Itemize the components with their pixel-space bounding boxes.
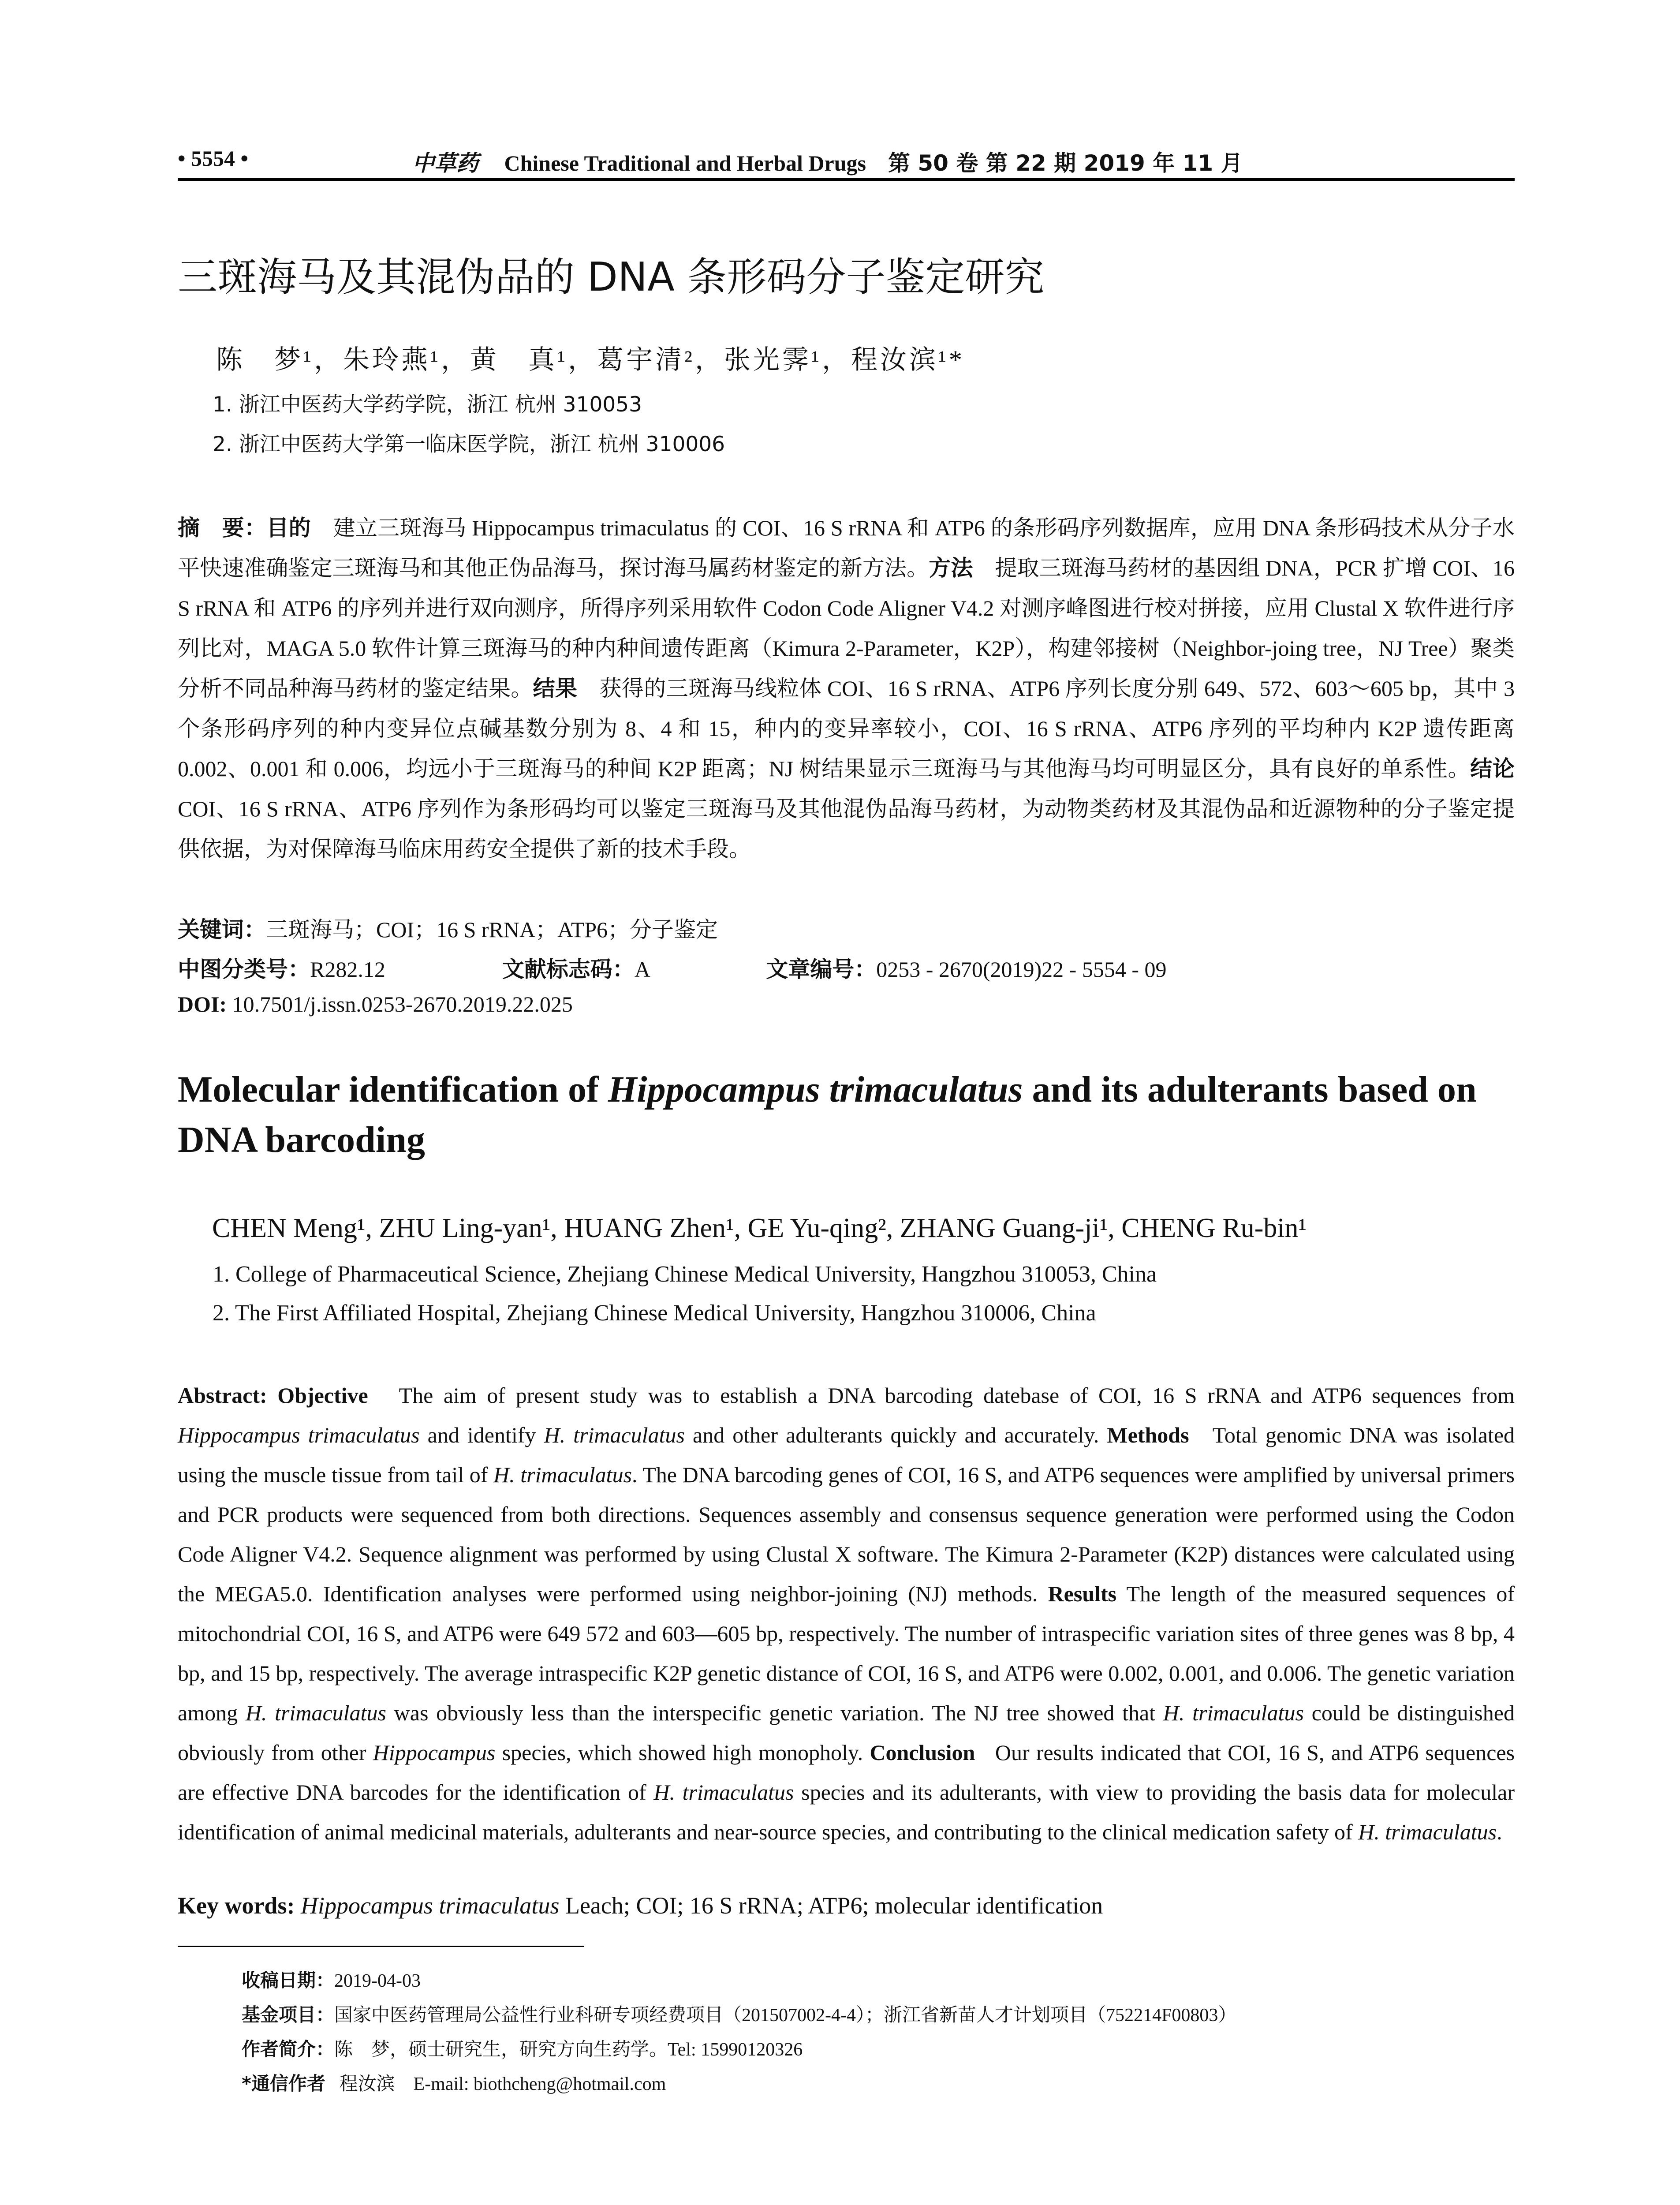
en-title-species: Hippocampus trimaculatus — [608, 1069, 1023, 1110]
clc-value: R282.12 — [310, 957, 385, 982]
en-results-2: was obviously less than the interspecific genetic variation. The NJ tree showed that — [394, 1700, 1156, 1725]
en-affiliation-2: 2. The First Affiliated Hospital, Zhejiang Chinese Medical University, Hangzhou 310006, China — [213, 1301, 1096, 1326]
cn-methods-label: 方法 — [929, 555, 973, 581]
doi-value: 10.7501/j.issn.0253-2670.2019.22.025 — [232, 992, 573, 1017]
received-date: 2019-04-03 — [334, 1971, 421, 1991]
en-species-abbr: H. trimaculatus — [544, 1423, 685, 1447]
cn-abstract-label: 摘 要： — [178, 515, 267, 541]
volume-issue: 第 50 卷 第 22 期 2019 年 11 月 — [888, 150, 1243, 176]
en-species-abbr: H. trimaculatus — [245, 1700, 386, 1725]
journal-name-en: Chinese Traditional and Herbal Drugs — [504, 151, 866, 176]
cn-conclusion-text: COI、16 S rRNA、ATP6 序列作为条形码均可以鉴定三斑海马及其他混伪品海马药材，为动物类药材及其混伪品和近源物种的分子鉴定提供依据，为对保障海马临床用药安全提供了新的技术手段。 — [178, 796, 1515, 861]
corresponding-text: 程汝滨 E-mail: biothcheng@hotmail.com — [339, 2074, 666, 2094]
en-methods-label: Methods — [1107, 1423, 1189, 1447]
en-keywords-species: Hippocampus trimaculatus — [300, 1892, 560, 1919]
cn-results-label: 结果 — [533, 676, 578, 701]
en-objective-3: and other adulterants quickly and accurately. — [693, 1423, 1099, 1447]
footnote-fund — [242, 2000, 1236, 2027]
en-title — [178, 1065, 1515, 1165]
cn-keywords-text: 三斑海马；COI；16 S rRNA；ATP6；分子鉴定 — [266, 917, 718, 942]
cn-keywords-label: 关键词： — [178, 917, 266, 942]
author-bio-text: 陈 梦，硕士研究生，研究方向生药学。Tel: 15990120326 — [334, 2040, 803, 2060]
en-keywords-label: Key words: — [178, 1892, 295, 1919]
footnote-received — [242, 1966, 421, 1992]
en-objective-1: The aim of present study was to establish a DNA barcoding datebase of COI, 16 S rRNA and ATP6 sequences from — [399, 1383, 1515, 1408]
cn-objective-label: 目的 — [266, 515, 311, 541]
article-no-value: 0253 - 2670(2019)22 - 5554 - 09 — [876, 957, 1167, 982]
doc-code-value: A — [634, 957, 650, 982]
fund-label: 基金项目： — [242, 2004, 335, 2026]
en-objective-2: and identify — [427, 1423, 536, 1447]
article-no-label: 文章编号： — [766, 957, 877, 982]
en-end-period: . — [1497, 1820, 1502, 1844]
cn-title: 三斑海马及其混伪品的 DNA 条形码分子鉴定研究 — [178, 254, 1045, 300]
cn-authors: 陈 梦¹，朱玲燕¹，黄 真¹，葛宇清²，张光霁¹，程汝滨¹* — [216, 345, 965, 374]
cn-classification — [178, 952, 1166, 983]
doc-code-label: 文献标志码： — [502, 957, 635, 982]
en-abstract — [178, 1375, 1515, 1852]
fund-text: 国家中医药管理局公益性行业科研专项经费项目（201507002-4-4）；浙江省新苗人才计划项目（752214F00803） — [334, 2005, 1237, 2026]
en-species-abbr: H. trimaculatus — [493, 1462, 632, 1487]
cn-abstract — [178, 508, 1515, 869]
footnote-rule — [178, 1946, 584, 1947]
page-number: • 5554 • — [178, 146, 249, 171]
en-results-4: species, which showed high monopholy. — [502, 1740, 863, 1765]
en-results-1: The length of the measured sequences of mitochondrial COI, 16 S, and ATP6 were 649 572 and 603—605 bp, respectively. The number of intraspecific variation sites of three genes was 8 bp, 4 bp, and 15 bp, respectively. The average intraspecific K2P genetic distance of COI, 16 S, and ATP6 were 0.002, 0.001, and 0.006. The genetic variation among — [178, 1581, 1515, 1725]
en-conclusion-2: species and its adulterants, with view to providing the basis data for molecular identification of animal medicinal materials, adulterants and near-source species, and contributing to the clinical medication safety of — [178, 1780, 1515, 1844]
en-species-abbr: H. trimaculatus — [1358, 1820, 1497, 1844]
journal-logo-cn: 中草药 — [412, 150, 478, 176]
en-keywords-text: Leach; COI; 16 S rRNA; ATP6; molecular identification — [565, 1892, 1103, 1919]
cn-results-text: 获得的三斑海马线粒体 COI、16 S rRNA、ATP6 序列长度分别 649、572、603～605 bp，其中 3 个条形码序列的种内变异位点碱基数分别为 8、4 和 15，种内的变异率较小，COI、16 S rRNA、ATP6 序列的平均种内 K2P 遗传距离 0.002、0.001 和 0.006，均远小于三斑海马的种间 K2P 距离；NJ 树结果显示三斑海马与其他海马均可明显区分，具有良好的单系性。 — [178, 676, 1515, 781]
cn-methods-text: 提取三斑海马药材的基因组 DNA，PCR 扩增 COI、16 S rRNA 和 ATP6 的序列并进行双向测序，所得序列采用软件 Codon Code Aligner V4.2 对测序峰图进行校对拼接，应用 Clustal X 软件进行序列比对，MAGA 5.0 软件计算三斑海马的种内种间遗传距离（Kimura 2-Parameter，K2P），构建邻接树（Neighbor-joing tree，NJ Tree）聚类分析不同品种海马药材的鉴定结果。 — [178, 556, 1515, 701]
en-conclusion-label: Conclusion — [870, 1740, 975, 1765]
en-methods-2: . The DNA barcoding genes of COI, 16 S, and ATP6 sequences were amplified by universal primers and PCR products were sequenced from both directions. Sequences assembly and consensus sequence generation were performed using the Codon Code Aligner V4.2. Sequence alignment was performed by using Clustal X software. The Kimura 2-Parameter (K2P) distances were calculated using the MEGA5.0. Identification analyses were performed using neighbor-joining (NJ) methods. — [178, 1462, 1515, 1606]
running-header — [178, 140, 1515, 181]
footnote-author — [242, 2035, 803, 2061]
clc-label: 中图分类号： — [178, 957, 310, 982]
cn-affiliation-2: 2. 浙江中医药大学第一临床医学院，浙江 杭州 310006 — [213, 432, 725, 456]
en-genus: Hippocampus — [373, 1740, 496, 1765]
en-conclusion-1: Our results indicated that COI, 16 S, and ATP6 sequences are effective DNA barcodes for the identification of — [178, 1740, 1515, 1805]
cn-keywords — [178, 912, 718, 944]
en-species-full: Hippocampus trimaculatus — [178, 1423, 420, 1447]
en-species-abbr: H. trimaculatus — [653, 1780, 794, 1805]
cn-conclusion-label: 结论 — [1470, 756, 1515, 781]
cn-affiliation-1: 1. 浙江中医药大学药学院，浙江 杭州 310053 — [213, 392, 642, 417]
en-affiliation-1: 1. College of Pharmaceutical Science, Zhejiang Chinese Medical University, Hangzhou 310053, China — [213, 1262, 1157, 1287]
en-title-part1: Molecular identification of — [178, 1069, 608, 1110]
en-species-abbr: H. trimaculatus — [1163, 1700, 1304, 1725]
cn-objective-text: 建立三斑海马 Hippocampus trimaculatus 的 COI、16 S rRNA 和 ATP6 的条形码序列数据库，应用 DNA 条形码技术从分子水平快速准确鉴定三斑海马和其他正伪品海马，探讨海马属药材鉴定的新方法。 — [178, 516, 1515, 580]
en-results-label: Results — [1048, 1581, 1117, 1606]
en-abstract-label: Abstract: Objective — [178, 1383, 368, 1408]
received-label: 收稿日期： — [242, 1970, 335, 1991]
en-authors: CHEN Meng¹, ZHU Ling-yan¹, HUANG Zhen¹, GE Yu-qing², ZHANG Guang-ji¹, CHENG Ru-bin¹ — [212, 1213, 1307, 1243]
footnote-corresponding — [242, 2069, 666, 2096]
corresponding-label: *通信作者 — [242, 2073, 325, 2094]
author-bio-label: 作者简介： — [242, 2038, 335, 2060]
en-keywords — [178, 1892, 1103, 1919]
journal-line — [412, 146, 1243, 177]
en-results-3: could be distinguished obviously from other — [178, 1700, 1515, 1765]
doi-line — [178, 991, 573, 1017]
en-methods-1: Total genomic DNA was isolated using the muscle tissue from tail of — [178, 1423, 1515, 1487]
doi-label: DOI: — [178, 992, 227, 1017]
en-title-part2: and its adulterants based on DNA barcoding — [178, 1069, 1477, 1160]
